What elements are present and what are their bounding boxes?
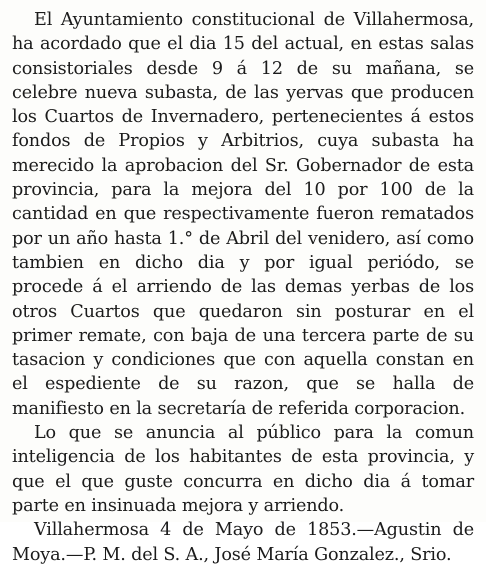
notice-paragraph-announcement: El Ayuntamiento constitucional de Villahermosa, ha acordado que el dia 15 del actual, en estas salas consistoriales desde 9 á 12 de su mañana, se celebre nueva subasta, de las yervas que producen los Cuartos de Invernadero, pertenecientes á estos fondos de Propios y Arbitrios, cuya subasta ha merecido la aprobacion del Sr. Gobernador de esta provincia, para la mejora del 10 por 100 de la cantidad en que respectivamente fueron rematados por un año hasta 1.° de Abril del venidero, así como tambien en dicho dia y por igual periódo, se procede á el arriendo de las demas yerbas de los otros Cuartos que quedaron sin posturar en el primer remate, con baja de una tercera parte de su tasacion y condiciones que con aquella constan en el espediente de su razon, que se halla de manifiesto en la secretaría de referida corporacion. <box>12 10 474 419</box>
notice-signature: Villahermosa 4 de Mayo de 1853.—Agustin de Moya.—P. M. del S. A., José María Gonzalez., Srio. <box>12 520 474 565</box>
notice-paragraph-invitation: Lo que se anuncia al público para la comun inteligencia de los habitantes de esta provincia, y que el que guste concurra en dicho dia á tomar parte en insinuada mejora y arriendo. <box>12 423 474 516</box>
auction-notice <box>12 8 474 567</box>
